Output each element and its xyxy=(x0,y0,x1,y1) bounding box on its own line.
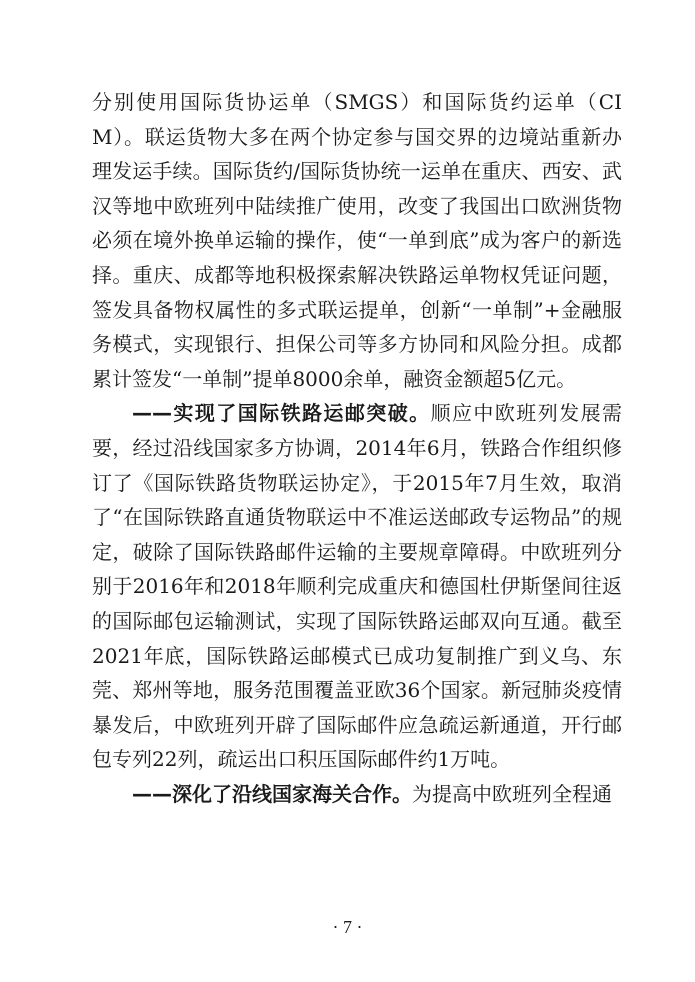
section-heading-rail-mail: ——实现了国际铁路运邮突破。 xyxy=(132,401,431,426)
body-text xyxy=(92,85,622,811)
paragraph-waybill: 分别使用国际货协运单（SMGS）和国际货约运单（CIM）。联运货物大多在两个协定参与国交界的边境站重新办理发运手续。国际货约/国际货协统一运单在重庆、西安、武汉等地中欧班列中陆续推广使用，改变了我国出口欧洲货物必须在境外换单运输的操作，使“一单到底”成为客户的新选择。重庆、成都等地积极探索解决铁路运单物权凭证问题，签发具备物权属性的多式联运提单，创新“一单制”+金融服务模式，实现银行、担保公司等多方协同和风险分担。成都累计签发“一单制”提单8000余单，融资金额超5亿元。 xyxy=(92,90,622,391)
paragraph-rail-mail xyxy=(92,396,622,777)
paragraph-customs-body: 为提高中欧班列全程通 xyxy=(412,781,612,806)
page-number: · 7 · xyxy=(332,917,363,937)
paragraph-rail-mail-body: 顺应中欧班列发展需要，经过沿线国家多方协调，2014年6月，铁路合作组织修订了《国际铁路货物联运协定》，于2015年7月生效，取消了“在国际铁路直通货物联运中不准运送邮政专运物品”的规定，破除了国际铁路邮件运输的主要规章障碍。中欧班列分别于2016年和2018年顺利完成重庆和德国杜伊斯堡间往返的国际邮包运输测试，实现了国际铁路运邮双向互通。截至2021年底，国际铁路运邮模式已成功复制推广到义乌、东莞、郑州等地，服务范围覆盖亚欧36个国家。新冠肺炎疫情暴发后，中欧班列开辟了国际邮件应急疏运新通道，开行邮包专列22列，疏运出口积压国际邮件约1万吨。 xyxy=(92,401,623,772)
section-heading-customs: ——深化了沿线国家海关合作。 xyxy=(132,781,412,806)
paragraph-customs xyxy=(92,777,622,812)
